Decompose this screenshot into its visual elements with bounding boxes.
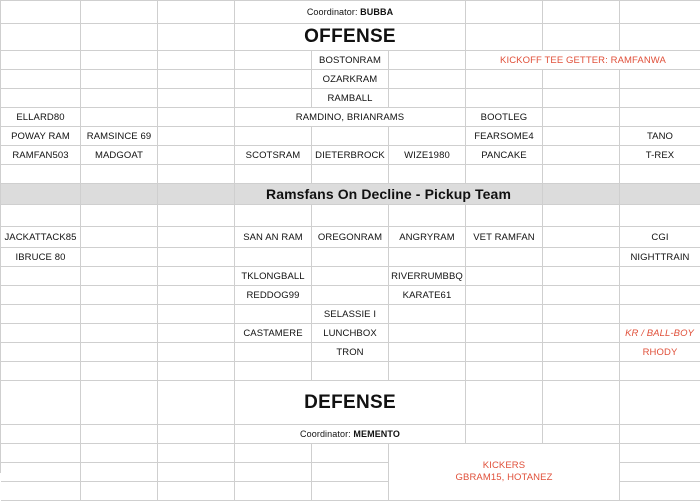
player-cell[interactable]: SAN AN RAM [235, 227, 312, 248]
cell[interactable] [235, 205, 312, 227]
defense-heading[interactable]: DEFENSE [235, 381, 466, 425]
player-cell[interactable]: DIETERBROCK [312, 146, 389, 165]
player-cell[interactable]: BOOTLEG [466, 108, 543, 127]
cell[interactable] [1, 305, 81, 324]
cell[interactable] [81, 324, 158, 343]
cell[interactable] [389, 89, 466, 108]
band-cell[interactable] [81, 184, 158, 205]
cell[interactable] [466, 89, 543, 108]
cell[interactable] [312, 248, 389, 267]
cell[interactable] [389, 248, 466, 267]
player-cell[interactable]: VET RAMFAN [466, 227, 543, 248]
cell[interactable] [235, 51, 312, 70]
cell[interactable] [466, 425, 543, 444]
cell[interactable] [81, 362, 158, 381]
player-cell[interactable]: SCOTSRAM [235, 146, 312, 165]
kickers-label: KICKERS [482, 460, 526, 471]
cell[interactable] [312, 444, 389, 463]
player-cell[interactable]: FEARSOME4 [466, 127, 543, 146]
cell[interactable] [1, 205, 81, 227]
cell[interactable] [81, 248, 158, 267]
player-cell[interactable]: ELLARD80 [1, 108, 81, 127]
cell[interactable] [312, 267, 389, 286]
cell[interactable] [81, 70, 158, 89]
cell[interactable] [543, 127, 620, 146]
player-cell[interactable]: PANCAKE [466, 146, 543, 165]
cell[interactable] [235, 127, 312, 146]
kickers-names: GBRAM15, HOTANEZ [455, 472, 553, 483]
cell[interactable] [543, 267, 620, 286]
cell[interactable] [158, 381, 235, 425]
cell[interactable] [312, 482, 389, 501]
cell[interactable] [466, 165, 543, 184]
player-cell[interactable]: ANGRYRAM [389, 227, 466, 248]
cell[interactable] [158, 108, 235, 127]
cell[interactable] [158, 227, 235, 248]
cell[interactable] [312, 362, 389, 381]
cell[interactable] [389, 51, 466, 70]
player-cell[interactable]: RAMFAN503 [1, 146, 81, 165]
cell[interactable] [543, 381, 620, 425]
cell[interactable] [543, 425, 620, 444]
cell[interactable] [620, 165, 700, 184]
cell[interactable] [466, 305, 543, 324]
cell[interactable] [235, 343, 312, 362]
player-cell[interactable]: TANO [620, 127, 700, 146]
cell[interactable] [620, 482, 700, 501]
cell[interactable] [1, 444, 81, 463]
cell[interactable] [158, 343, 235, 362]
cell[interactable] [1, 324, 81, 343]
cell[interactable] [158, 286, 235, 305]
cell[interactable] [158, 1, 235, 24]
cell[interactable] [543, 24, 620, 51]
kickoff-tee-getter-cell[interactable]: KICKOFF TEE GETTER: RAMFANWA [466, 51, 700, 70]
defense-coordinator-name: MEMENTO [353, 429, 400, 439]
cell[interactable] [389, 205, 466, 227]
cell[interactable] [81, 205, 158, 227]
kr-ball-boy-cell[interactable]: KR / BALL-BOY [620, 324, 700, 343]
cell[interactable] [235, 248, 312, 267]
cell[interactable] [158, 305, 235, 324]
cell[interactable] [543, 89, 620, 108]
player-cell[interactable]: RAMSINCE 69 [81, 127, 158, 146]
defense-coordinator-label: Coordinator: [300, 429, 351, 439]
cell[interactable] [81, 425, 158, 444]
cell[interactable] [389, 305, 466, 324]
cell[interactable] [543, 165, 620, 184]
band-cell[interactable] [1, 184, 81, 205]
cell[interactable] [620, 1, 700, 24]
cell[interactable] [543, 343, 620, 362]
cell[interactable] [543, 108, 620, 127]
cell[interactable] [466, 1, 543, 24]
cell[interactable] [81, 51, 158, 70]
cell[interactable] [81, 482, 158, 501]
offense-coordinator-name: BUBBA [360, 7, 394, 17]
cell[interactable] [466, 24, 543, 51]
offense-coordinator-cell[interactable] [235, 1, 466, 24]
player-cell[interactable]: IBRUCE 80 [1, 248, 81, 267]
pickup-team-heading[interactable]: Ramsfans On Decline - Pickup Team [235, 184, 543, 205]
cell[interactable] [389, 127, 466, 146]
cell[interactable] [1, 1, 81, 24]
player-cell[interactable]: NIGHTTRAIN [620, 248, 700, 267]
cell[interactable] [1, 267, 81, 286]
cell[interactable] [81, 343, 158, 362]
cell[interactable] [312, 165, 389, 184]
cell[interactable] [1, 165, 81, 184]
cell[interactable] [389, 362, 466, 381]
cell[interactable] [543, 286, 620, 305]
cell[interactable] [158, 70, 235, 89]
cell[interactable] [466, 381, 543, 425]
cell[interactable] [158, 146, 235, 165]
cell[interactable] [158, 362, 235, 381]
cell[interactable] [1, 343, 81, 362]
cell[interactable] [466, 362, 543, 381]
cell[interactable] [81, 165, 158, 184]
player-cell[interactable]: JACKATTACK85 [1, 227, 81, 248]
player-cell[interactable]: KARATE61 [389, 286, 466, 305]
player-cell[interactable]: RIVERRUMBBQ [389, 267, 466, 286]
cell[interactable] [1, 482, 81, 501]
cell[interactable] [158, 24, 235, 51]
band-cell[interactable] [620, 184, 700, 205]
cell[interactable] [620, 362, 700, 381]
cell[interactable] [466, 343, 543, 362]
cell[interactable] [543, 227, 620, 248]
cell[interactable] [543, 248, 620, 267]
cell[interactable] [158, 89, 235, 108]
cell[interactable] [466, 267, 543, 286]
cell[interactable] [81, 1, 158, 24]
cell[interactable] [1, 70, 81, 89]
player-cell[interactable]: LUNCHBOX [312, 324, 389, 343]
player-cell[interactable]: BOSTONRAM [312, 51, 389, 70]
cell[interactable] [389, 343, 466, 362]
cell[interactable] [543, 70, 620, 89]
player-cell[interactable]: POWAY RAM [1, 127, 81, 146]
cell[interactable] [1, 381, 81, 425]
player-cell[interactable]: OREGONRAM [312, 227, 389, 248]
cell[interactable] [620, 205, 700, 227]
cell[interactable] [81, 227, 158, 248]
player-cell[interactable]: TRON [312, 343, 389, 362]
cell[interactable] [235, 482, 312, 501]
cell[interactable] [235, 444, 312, 463]
cell[interactable] [620, 70, 700, 89]
cell[interactable] [81, 108, 158, 127]
player-cell[interactable]: CASTAMERE [235, 324, 312, 343]
cell[interactable] [543, 324, 620, 343]
player-cell[interactable]: MADGOAT [81, 146, 158, 165]
cell[interactable] [312, 286, 389, 305]
cell[interactable] [158, 248, 235, 267]
band-cell[interactable] [543, 184, 620, 205]
offense-coordinator-label: Coordinator: [306, 7, 358, 17]
cell[interactable] [466, 324, 543, 343]
cell[interactable] [620, 305, 700, 324]
cell[interactable] [1, 362, 81, 381]
player-cell[interactable]: WIZE1980 [389, 146, 466, 165]
cell[interactable] [158, 165, 235, 184]
cell[interactable] [312, 127, 389, 146]
cell[interactable] [1, 89, 81, 108]
cell[interactable] [620, 89, 700, 108]
cell[interactable] [620, 108, 700, 127]
cell[interactable] [81, 381, 158, 425]
cell[interactable] [389, 165, 466, 184]
cell[interactable] [158, 482, 235, 501]
cell[interactable] [466, 248, 543, 267]
cell[interactable] [543, 205, 620, 227]
player-cell[interactable]: T-REX [620, 146, 700, 165]
cell[interactable] [235, 362, 312, 381]
player-cell[interactable]: RAMDINO, BRIANRAMS [235, 108, 466, 127]
band-cell[interactable] [158, 184, 235, 205]
cell[interactable] [466, 205, 543, 227]
cell[interactable] [81, 305, 158, 324]
defense-coordinator-cell[interactable] [235, 425, 466, 444]
cell[interactable] [1, 286, 81, 305]
cell[interactable] [81, 286, 158, 305]
cell[interactable] [1, 425, 81, 444]
cell[interactable] [158, 324, 235, 343]
player-cell[interactable]: REDDOG99 [235, 286, 312, 305]
cell[interactable] [466, 286, 543, 305]
cell[interactable] [543, 146, 620, 165]
cell[interactable] [389, 70, 466, 89]
cell[interactable] [1, 51, 81, 70]
cell[interactable] [235, 70, 312, 89]
offense-heading[interactable]: OFFENSE [235, 24, 466, 51]
player-cell[interactable]: SELASSIE I [312, 305, 389, 324]
cell[interactable] [466, 70, 543, 89]
cell[interactable] [620, 286, 700, 305]
cell[interactable] [158, 425, 235, 444]
cell[interactable] [81, 24, 158, 51]
cell[interactable] [81, 267, 158, 286]
cell[interactable] [235, 165, 312, 184]
cell[interactable] [81, 444, 158, 463]
cell[interactable] [312, 205, 389, 227]
cell[interactable] [158, 127, 235, 146]
cell[interactable] [235, 305, 312, 324]
cell[interactable] [158, 444, 235, 463]
cell[interactable] [158, 205, 235, 227]
player-cell[interactable]: CGI [620, 227, 700, 248]
cell[interactable] [543, 305, 620, 324]
player-cell[interactable]: TKLONGBALL [235, 267, 312, 286]
cell[interactable] [1, 24, 81, 51]
cell[interactable] [620, 381, 700, 425]
cell[interactable] [620, 425, 700, 444]
rhody-cell[interactable]: RHODY [620, 343, 700, 362]
cell[interactable] [543, 362, 620, 381]
cell[interactable] [620, 24, 700, 51]
cell[interactable] [620, 267, 700, 286]
player-cell[interactable]: OZARKRAM [312, 70, 389, 89]
cell[interactable] [158, 267, 235, 286]
player-cell[interactable]: RAMBALL [312, 89, 389, 108]
cell[interactable] [158, 51, 235, 70]
cell[interactable] [389, 324, 466, 343]
cell[interactable] [543, 1, 620, 24]
cell[interactable] [235, 89, 312, 108]
cell[interactable] [81, 89, 158, 108]
cell[interactable] [620, 444, 700, 463]
